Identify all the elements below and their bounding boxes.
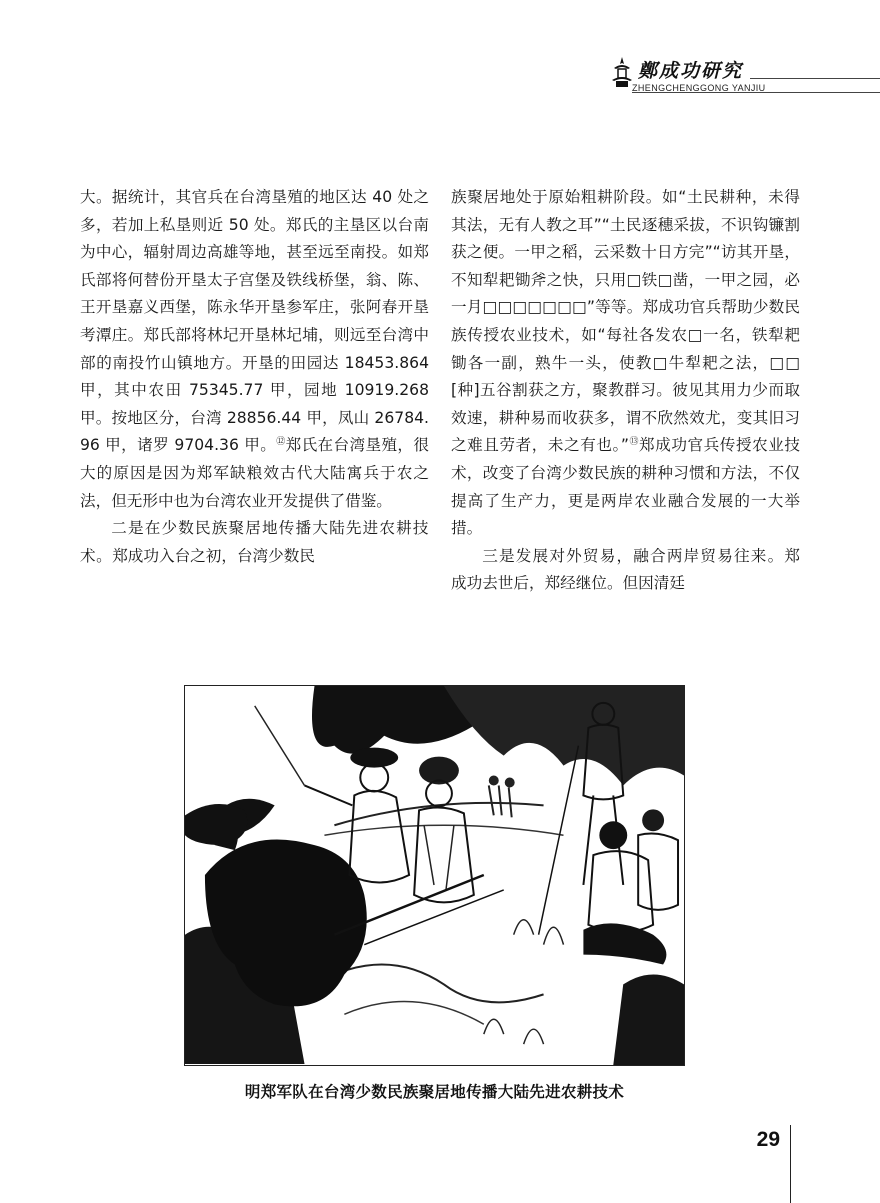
paragraph-1-text-b: 郑氏在台湾垦殖，很大的原因是因为郑军缺粮效古代大陆寓兵于农之法，但无形中也为台湾农业开发提供了借鉴。 <box>80 436 429 510</box>
journal-title: 鄭成功研究 <box>638 60 744 82</box>
page-number-rule <box>790 1125 791 1203</box>
header-rule-top <box>750 78 880 79</box>
paragraph-1-text-a: 大。据统计，其官兵在台湾垦殖的地区达 40 处之多，若加上私垦则近 50 处。郑氏的主垦区以台南为中心，辐射周边高雄等地，甚至远至南投。如郑氏部将何替份开垦太子宫堡及铁线桥堡，翁、陈、王开垦嘉义西堡，陈永华开垦参军庄，张阿春开垦考潭庄。郑氏部将林圮开垦林圮埔，则远至台湾中部的南投竹山镇地方。开垦的田园达 18453.864 甲，其中农田 75345.77 甲，园地 10919.268 甲。按地区分，台湾 28856.44 甲，凤山 26784.96 甲，诸罗 9704.36 甲。 <box>80 188 429 455</box>
paragraph-3-text-b: 郑成功官兵传授农业技术，改变了台湾少数民族的耕种习惯和方法，不仅提高了生产力，更是两岸农业融合发展的一大举措。 <box>451 436 800 538</box>
ink-illustration-icon <box>185 686 684 1065</box>
running-header <box>610 50 880 110</box>
paragraph-2 <box>80 515 429 570</box>
paragraph-3-text-a: 族聚居地处于原始粗耕阶段。如“土民耕种，未得其法，无有人教之耳”“土民逐穗采拔，不识钩镰割获之便。一甲之稻，云采数十日方完”“访其开垦，不知犁耙锄斧之快，只用□铁□凿，一甲之园，必一月□□□□□□□”等等。郑成功官兵帮助少数民族传授农业技术，如“每社各发农□一名，铁犁耙锄各一副，熟牛一头，使教□牛犁耙之法，□□[种]五谷割获之方，聚教群习。彼见其用力少而取效速，耕种易而收获多，谓不欣然效尤，变其旧习之难且劳者，未之有也。” <box>451 188 800 455</box>
paragraph-3 <box>451 184 800 543</box>
section-heading-2: 二是在少数民族聚居地传播大陆先进农耕技术。 <box>80 519 429 565</box>
footnote-ref-12[interactable]: ⑫ <box>276 437 286 448</box>
figure-illustration <box>184 685 685 1066</box>
header-rule-bottom <box>632 92 880 93</box>
right-column <box>451 184 800 598</box>
paragraph-1 <box>80 184 429 515</box>
paragraph-2-text: 郑成功入台之初，台湾少数民 <box>112 546 315 565</box>
figure-caption: 明郑军队在台湾少数民族聚居地传播大陆先进农耕技术 <box>244 1083 625 1101</box>
pavilion-icon <box>610 56 634 88</box>
paragraph-4 <box>451 543 800 598</box>
left-column <box>80 184 429 570</box>
section-heading-3: 三是发展对外贸易，融合两岸贸易往来。 <box>482 546 785 565</box>
journal-pinyin: ZHENGCHENGGONG YANJIU <box>632 83 766 93</box>
footnote-ref-13[interactable]: ⑬ <box>628 437 640 448</box>
page-number: 29 <box>756 1128 780 1151</box>
paragraph-4-text: 郑成功去世后，郑经继位。但因清廷 <box>451 546 800 593</box>
